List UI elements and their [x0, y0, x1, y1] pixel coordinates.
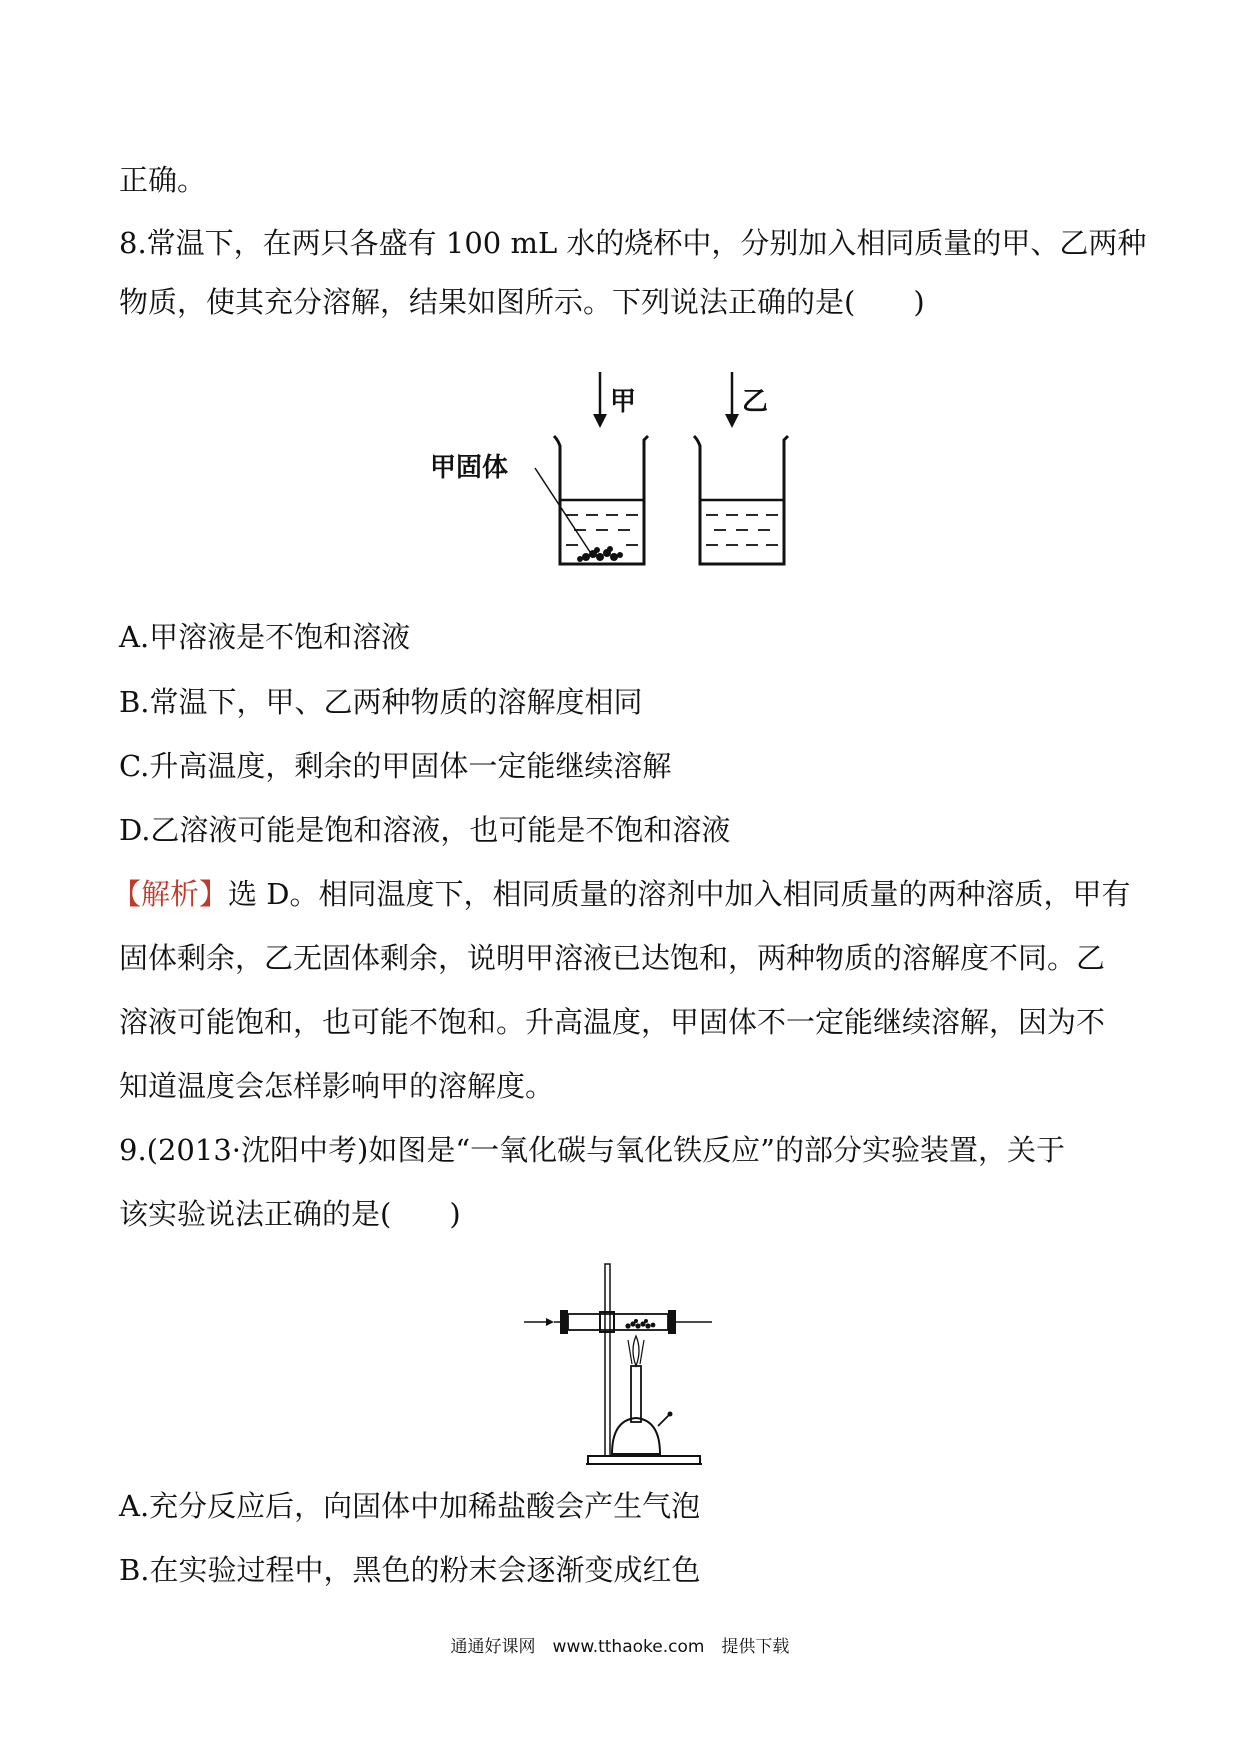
iron-stand-rod — [605, 1264, 610, 1456]
q8-analysis-line-3: 溶液可能饱和，也可能不饱和。升高温度，甲固体不一定能继续溶解，因为不 — [119, 1005, 1106, 1039]
q8-option-b: B.常温下，甲、乙两种物质的溶解度相同 — [119, 685, 643, 719]
clamp — [600, 1312, 614, 1332]
flame-outer — [628, 1340, 644, 1364]
gas-inlet-arrow-head — [546, 1318, 554, 1326]
valve-knob — [668, 1412, 673, 1417]
jia-arrow-head — [593, 414, 607, 428]
beakers-figure — [430, 370, 810, 574]
left-stopper — [560, 1310, 568, 1334]
q8-analysis-line-2: 固体剩余，乙无固体剩余，说明甲溶液已达饱和，两种物质的溶解度不同。乙 — [119, 941, 1106, 975]
flame — [633, 1336, 639, 1366]
label-yi: 乙 — [742, 387, 769, 417]
burner-base — [612, 1418, 660, 1454]
solid-pointer-line — [535, 468, 590, 552]
gas-valve — [658, 1414, 670, 1426]
q9-stem-line-1: 9.(2013·沈阳中考)如图是“一氧化碳与氧化铁反应”的部分实验装置，关于 — [119, 1133, 1065, 1167]
burner-tube — [631, 1366, 641, 1422]
yi-arrow-head — [725, 414, 739, 428]
q8-stem-line-1: 8.常温下，在两只各盛有 100 mL 水的烧杯中，分别加入相同质量的甲、乙两种 — [119, 226, 1147, 260]
q8-option-a: A.甲溶液是不饱和溶液 — [119, 620, 411, 654]
q8-analysis-line-1 — [112, 874, 1131, 914]
prev-answer-tail: 正确。 — [119, 163, 207, 197]
q9-stem-line-2: 该实验说法正确的是( ) — [119, 1197, 461, 1231]
q8-analysis-line-4: 知道温度会怎样影响甲的溶解度。 — [119, 1069, 555, 1103]
q9-option-b: B.在实验过程中，黑色的粉末会逐渐变成红色 — [119, 1553, 701, 1587]
right-stopper — [668, 1310, 676, 1334]
q9-option-a: A.充分反应后，向固体中加稀盐酸会产生气泡 — [119, 1489, 701, 1523]
beaker-yi-liquid-dashes — [706, 515, 778, 545]
apparatus-figure — [520, 1262, 720, 1472]
apparatus-diagram — [520, 1262, 720, 1468]
beakers-diagram — [430, 370, 810, 570]
q8-option-d: D.乙溶液可能是饱和溶液，也可能是不饱和溶液 — [119, 813, 731, 847]
jia-solid-particles — [577, 546, 623, 562]
beaker-jia-liquid-dashes — [566, 515, 638, 545]
glass-tube — [568, 1314, 668, 1330]
analysis-text-1: 选 D。相同温度下，相同质量的溶剂中加入相同质量的两种溶质，甲有 — [228, 877, 1131, 911]
powder-in-tube — [625, 1319, 655, 1329]
q8-stem-line-2: 物质，使其充分溶解，结果如图所示。下列说法正确的是( ) — [119, 285, 925, 319]
footer-text: 通通好课网 www.tthaoke.com 提供下载 — [450, 1637, 790, 1657]
analysis-tag: 【解析】 — [112, 877, 229, 911]
q8-option-c: C.升高温度，剩余的甲固体一定能继续溶解 — [119, 749, 672, 783]
label-jia-solid: 甲固体 — [430, 453, 509, 483]
label-jia: 甲 — [610, 387, 637, 417]
iron-stand-base — [588, 1456, 700, 1464]
